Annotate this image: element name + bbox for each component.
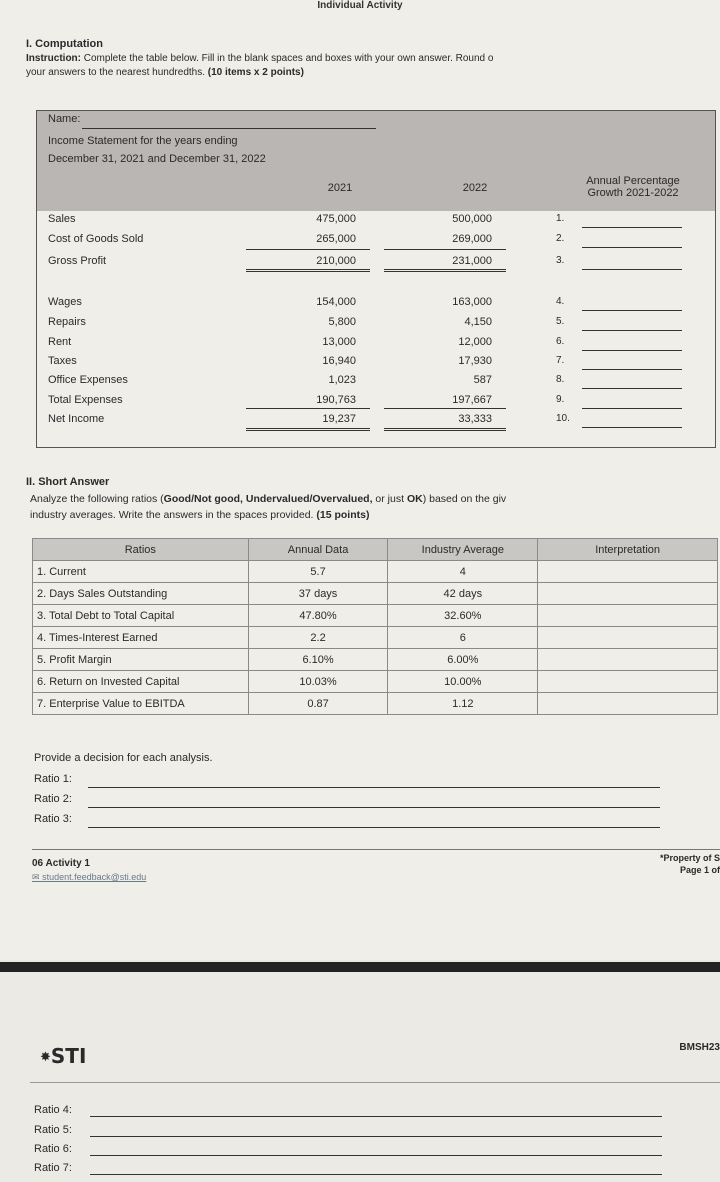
ratios-header-row	[33, 539, 718, 561]
page2-answer-line-7[interactable]	[90, 1164, 662, 1175]
total-underline	[246, 428, 370, 431]
header-ratios: Ratios	[33, 539, 249, 561]
header-annual-data: Annual Data	[248, 539, 388, 561]
total-underline	[246, 269, 370, 272]
total-underline	[384, 408, 506, 409]
instruction-text: Complete the table below. Fill in the blank spaces and boxes with your own answer. Round o	[81, 53, 494, 64]
industry-average: 42 days	[388, 583, 538, 605]
ratio-name: 7. Enterprise Value to EBITDA	[33, 693, 249, 715]
value-2022: 197,667	[452, 394, 492, 406]
page-separator	[0, 962, 720, 972]
growth-answer-blank[interactable]	[582, 396, 682, 409]
value-2022: 12,000	[458, 336, 492, 348]
instruction-label: Instruction:	[26, 53, 81, 64]
section-1-title: I. Computation	[26, 38, 103, 50]
growth-answer-blank[interactable]	[582, 415, 682, 428]
mail-icon: ✉	[32, 872, 40, 882]
growth-answer-blank[interactable]	[582, 298, 682, 311]
page-header-title: Individual Activity	[317, 0, 403, 11]
growth-item-number: 10.	[556, 413, 570, 424]
annual-data: 47.80%	[248, 605, 388, 627]
statement-title-line-1: Income Statement for the years ending	[48, 135, 238, 147]
value-2022: 587	[473, 374, 492, 386]
column-growth-line-1: Annual Percentage	[586, 175, 680, 187]
interpretation-cell[interactable]	[538, 561, 718, 583]
value-2021: 19,237	[322, 413, 356, 425]
annual-data: 6.10%	[248, 649, 388, 671]
growth-item-number: 4.	[556, 296, 565, 307]
ratio-row	[33, 671, 718, 693]
ratio-row	[33, 583, 718, 605]
value-2022: 500,000	[452, 213, 492, 225]
instruction-points: (10 items x 2 points)	[205, 67, 304, 78]
value-2022: 33,333	[458, 413, 492, 425]
total-underline	[384, 269, 506, 272]
ratio-name: 4. Times-Interest Earned	[33, 627, 249, 649]
s2-instr-a: Analyze the following ratios (	[30, 493, 164, 505]
value-2022: 4,150	[464, 316, 492, 328]
decision-answer-line-2[interactable]	[88, 797, 660, 808]
decision-label-3: Ratio 3:	[34, 813, 72, 825]
value-2022: 269,000	[452, 233, 492, 245]
annual-data: 2.2	[248, 627, 388, 649]
footer-divider	[32, 849, 720, 850]
header-interpretation: Interpretation	[538, 539, 718, 561]
statement-row-label: Wages	[48, 296, 82, 308]
value-2021: 16,940	[322, 355, 356, 367]
total-underline	[384, 249, 506, 250]
industry-average: 6.00%	[388, 649, 538, 671]
instruction-line-2: your answers to the nearest hundredths.	[26, 67, 205, 78]
page-2-header-rule	[30, 1082, 720, 1083]
annual-data: 37 days	[248, 583, 388, 605]
value-2021: 5,800	[328, 316, 356, 328]
growth-answer-blank[interactable]	[582, 215, 682, 228]
value-2021: 13,000	[322, 336, 356, 348]
value-2022: 163,000	[452, 296, 492, 308]
page2-answer-line-6[interactable]	[90, 1145, 662, 1156]
growth-answer-blank[interactable]	[582, 257, 682, 270]
statement-row-label: Rent	[48, 336, 72, 348]
decision-label-2: Ratio 2:	[34, 793, 72, 805]
footer-property	[660, 852, 720, 876]
column-2021: 2021	[327, 182, 353, 194]
s2-instr-e: ) based on the giv	[422, 493, 507, 505]
growth-item-number: 1.	[556, 213, 565, 224]
growth-item-number: 6.	[556, 336, 565, 347]
growth-answer-blank[interactable]	[582, 376, 682, 389]
annual-data: 10.03%	[248, 671, 388, 693]
page2-answer-line-5[interactable]	[90, 1126, 662, 1137]
value-2022: 17,930	[458, 355, 492, 367]
total-underline	[384, 428, 506, 431]
ratio-row	[33, 627, 718, 649]
ratio-row	[33, 649, 718, 671]
value-2021: 1,023	[328, 374, 356, 386]
document-code: BMSH23	[679, 1042, 720, 1053]
total-underline	[246, 408, 370, 409]
statement-title-line-2: December 31, 2021 and December 31, 2022	[48, 153, 266, 165]
page2-ratio-label-7: Ratio 7:	[34, 1162, 72, 1174]
s2-instr-points: (15 points)	[316, 509, 370, 521]
logo-text: STI	[50, 1044, 87, 1068]
interpretation-cell[interactable]	[538, 605, 718, 627]
ratio-name: 5. Profit Margin	[33, 649, 249, 671]
industry-average: 6	[388, 627, 538, 649]
growth-item-number: 9.	[556, 394, 565, 405]
interpretation-cell[interactable]	[538, 583, 718, 605]
ratio-name: 3. Total Debt to Total Capital	[33, 605, 249, 627]
column-2022: 2022	[462, 182, 488, 194]
ratio-row	[33, 561, 718, 583]
statement-row-label: Office Expenses	[48, 374, 128, 386]
section-2-title: II. Short Answer	[26, 476, 110, 488]
statement-row-label: Total Expenses	[48, 394, 123, 406]
growth-answer-blank[interactable]	[582, 235, 682, 248]
footer-email-text: student.feedback@sti.edu	[42, 872, 147, 882]
decision-prompt: Provide a decision for each analysis.	[34, 752, 213, 764]
footer-activity: 06 Activity 1	[32, 858, 90, 869]
statement-row-label: Taxes	[48, 355, 77, 367]
growth-item-number: 2.	[556, 233, 565, 244]
growth-answer-blank[interactable]	[582, 357, 682, 370]
statement-row-label: Repairs	[48, 316, 86, 328]
industry-average: 1.12	[388, 693, 538, 715]
statement-row-label: Net Income	[48, 413, 105, 425]
statement-row-label: Gross Profit	[48, 255, 107, 267]
growth-item-number: 3.	[556, 255, 565, 266]
annual-data: 0.87	[248, 693, 388, 715]
sti-logo	[40, 1044, 86, 1068]
ratio-row	[33, 693, 718, 715]
decision-answer-line-1[interactable]	[88, 777, 660, 788]
s2-instr-line-2: industry averages. Write the answers in the spaces provided.	[30, 509, 317, 521]
statement-row-label: Sales	[48, 213, 76, 225]
s2-instr-d: OK	[406, 493, 423, 505]
page2-answer-line-4[interactable]	[90, 1106, 662, 1117]
industry-average: 10.00%	[388, 671, 538, 693]
value-2021: 475,000	[316, 213, 356, 225]
page2-ratio-label-5: Ratio 5:	[34, 1124, 72, 1136]
interpretation-cell[interactable]	[538, 693, 718, 715]
ratios-table	[32, 538, 718, 715]
industry-average: 4	[388, 561, 538, 583]
footer-property-line-1: *Property of S	[659, 853, 720, 863]
value-2021: 154,000	[316, 296, 356, 308]
name-label: Name:	[48, 113, 81, 125]
decision-label-1: Ratio 1:	[34, 773, 72, 785]
page2-ratio-label-6: Ratio 6:	[34, 1143, 72, 1155]
footer-email-link[interactable]	[32, 872, 146, 883]
ratio-name: 6. Return on Invested Capital	[33, 671, 249, 693]
value-2021: 210,000	[316, 255, 356, 267]
interpretation-cell[interactable]	[538, 671, 718, 693]
logo-mark-icon: ✸	[40, 1050, 51, 1065]
decision-answer-line-3[interactable]	[88, 817, 660, 828]
s2-instr-b: Good/Not good, Undervalued/Overvalued,	[163, 493, 373, 505]
value-2022: 231,000	[452, 255, 492, 267]
growth-answer-blank[interactable]	[582, 338, 682, 351]
interpretation-cell[interactable]	[538, 649, 718, 671]
column-growth-line-2: Growth 2021-2022	[587, 187, 679, 199]
name-blank-line[interactable]	[82, 128, 376, 129]
ratio-name: 1. Current	[33, 561, 249, 583]
ratio-name: 2. Days Sales Outstanding	[33, 583, 249, 605]
section-2-instruction	[30, 491, 506, 523]
growth-item-number: 5.	[556, 316, 565, 327]
growth-item-number: 7.	[556, 355, 565, 366]
total-underline	[246, 249, 370, 250]
page2-ratio-label-4: Ratio 4:	[34, 1104, 72, 1116]
column-growth	[565, 175, 701, 199]
footer-property-line-2: Page 1 of	[679, 865, 720, 875]
value-2021: 190,763	[316, 394, 356, 406]
s2-instr-c: or just	[372, 493, 407, 505]
ratio-row	[33, 605, 718, 627]
value-2021: 265,000	[316, 233, 356, 245]
growth-answer-blank[interactable]	[582, 318, 682, 331]
industry-average: 32.60%	[388, 605, 538, 627]
growth-item-number: 8.	[556, 374, 565, 385]
annual-data: 5.7	[248, 561, 388, 583]
interpretation-cell[interactable]	[538, 627, 718, 649]
statement-row-label: Cost of Goods Sold	[48, 233, 144, 245]
header-industry-average: Industry Average	[388, 539, 538, 561]
section-1-instruction	[26, 52, 716, 80]
